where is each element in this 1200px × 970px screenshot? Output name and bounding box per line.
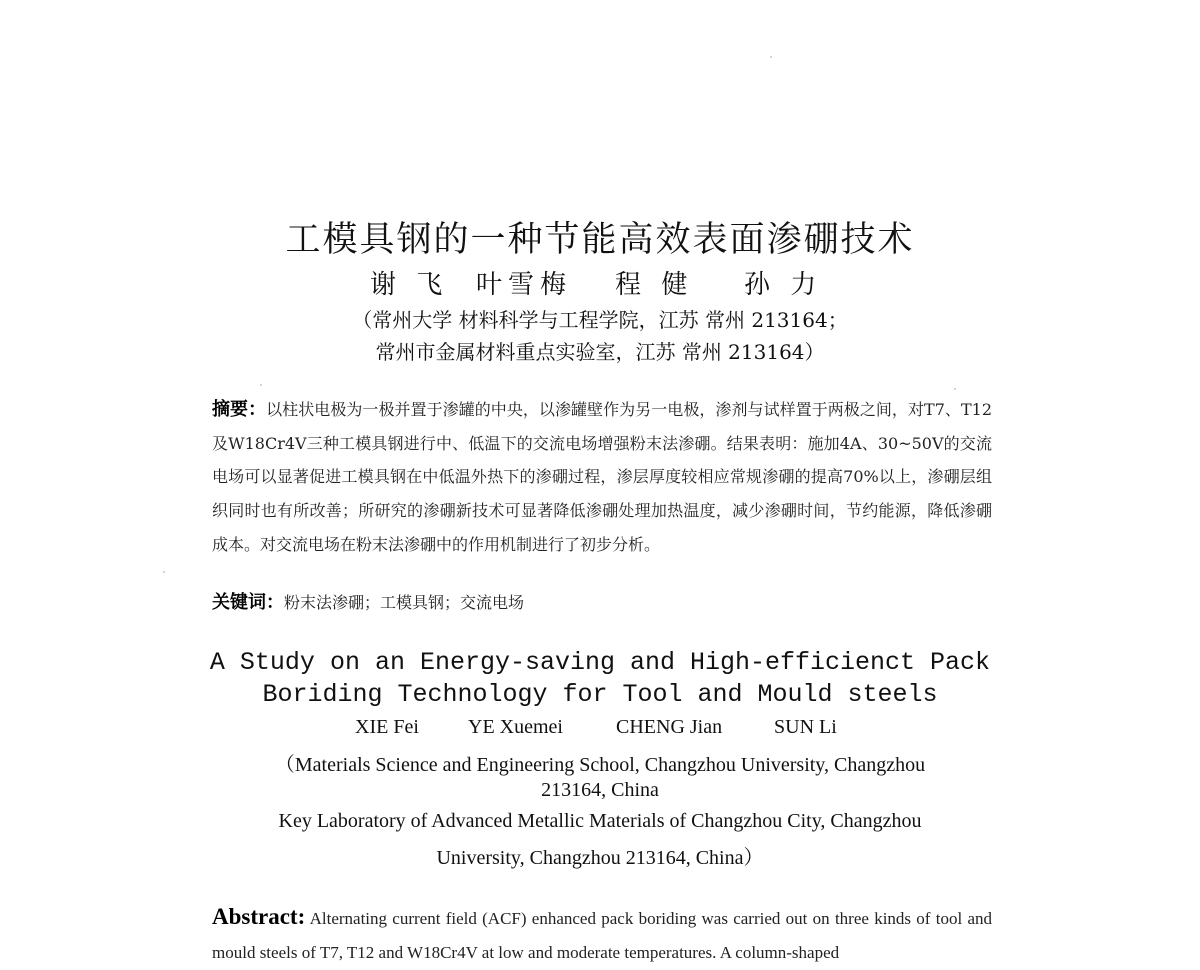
chinese-keywords-text: 粉末法渗硼；工模具钢；交流电场 (284, 593, 525, 612)
english-author-list (340, 716, 860, 744)
chinese-abstract (212, 393, 992, 562)
chinese-abstract-label: 摘要： (212, 399, 267, 420)
scan-speck (954, 388, 956, 390)
chinese-title: 工模具钢的一种节能高效表面渗硼技术 (285, 220, 915, 260)
chinese-author: 孙 力 (744, 270, 823, 300)
chinese-author: 叶雪梅 (476, 270, 573, 300)
english-author: YE Xuemei (468, 716, 563, 738)
english-affiliation-line: Key Laboratory of Advanced Metallic Materials of Changzhou City, Changzhou (278, 810, 922, 832)
english-author: XIE Fei (355, 716, 419, 738)
english-affiliation-line: University, Changzhou 213164, China） (436, 847, 764, 869)
chinese-author-list (360, 264, 840, 300)
chinese-affiliation-line: 常州市金属材料重点实验室，江苏 常州 213164） (375, 340, 825, 364)
english-title-line: A Study on an Energy-saving and High-efficienct Pack (209, 648, 991, 677)
scan-speck (163, 571, 165, 573)
english-affiliation-line: （Materials Science and Engineering School, Changzhou University, Changzhou (274, 754, 926, 776)
english-abstract (212, 900, 992, 970)
scan-speck (260, 384, 262, 386)
english-author: SUN Li (774, 716, 837, 738)
chinese-keywords (212, 588, 524, 614)
chinese-abstract-text: 以柱状电极为一极并置于渗罐的中央，以渗罐壁作为另一电极，渗剂与试样置于两极之间，对T7、T12及W18Cr4V三种工模具钢进行中、低温下的交流电场增强粉末法渗硼。结果表明：施加4A、30~50V的交流电场可以显著促进工模具钢在中低温外热下的渗硼过程，渗层厚度较相应常规渗硼的提高70%以上，渗硼层组织同时也有所改善；所研究的渗硼新技术可显著降低渗硼处理加热温度，减少渗硼时间，节约能源，降低渗硼成本。对交流电场在粉末法渗硼中的作用机制进行了初步分析。 (212, 400, 992, 554)
chinese-author: 程 健 (615, 270, 694, 300)
english-abstract-label: Abstract: (212, 904, 306, 929)
chinese-affiliation-line: （常州大学 材料科学与工程学院，江苏 常州 213164； (352, 308, 848, 332)
chinese-author: 谢 飞 (370, 270, 449, 300)
english-title-line: Boriding Technology for Tool and Mould steels (262, 680, 938, 709)
english-abstract-text: Alternating current field (ACF) enhanced pack boriding was carried out on three kinds of tool and mould steels of T7, T12 and W18Cr4V at low and moderate temperatures. A column-shaped (212, 909, 993, 962)
chinese-keywords-label: 关键词： (212, 592, 284, 613)
english-affiliation-line: 213164, China (541, 779, 659, 801)
scan-speck (770, 56, 772, 58)
english-author: CHENG Jian (616, 716, 723, 738)
